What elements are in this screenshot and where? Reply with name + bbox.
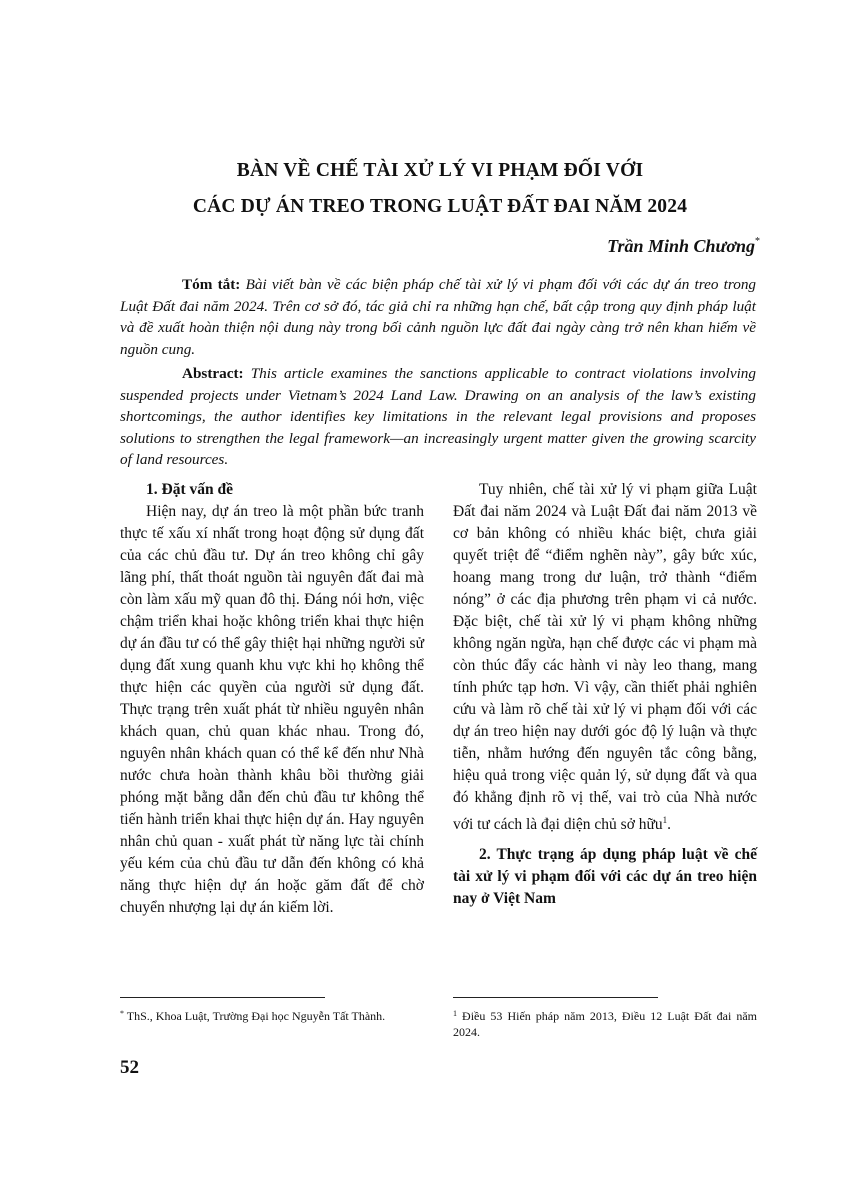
footnote-author-marker: * xyxy=(120,1009,124,1018)
author-name xyxy=(607,236,760,257)
footnote-author xyxy=(120,1006,424,1024)
right-paragraph-text: Tuy nhiên, chế tài xử lý vi phạm giữa Luật Đất đai năm 2024 và Luật Đất đai năm 2013 về cơ bản không có nhiều khác biệt, chưa giải quyết triệt để “điểm nghẽn này”, gây bức xúc, hoang mang trong dư luận, trở thành “điểm nóng” ở các địa phương trên phạm vi cả nước. Đặc biệt, chế tài xử lý vi phạm không những không ngăn ngừa, hạn chế được các vi phạm mà còn thúc đẩy các hành vi này leo thang, mang tính phức tạp hơn. Vì vậy, cần thiết phải nghiên cứu và làm rõ chế tài xử lý vi phạm đối với các dự án treo hiện nay dưới góc độ lý luận và thực tiễn, nhằm hướng đến nguyên tắc công bằng, hiệu quả trong việc quản lý, sử dụng đất và qua đó khẳng định rõ vị thế, vai trò của Nhà nước với tư cách là đại diện chủ sở hữu xyxy=(453,481,757,833)
vietnamese-abstract-label: Tóm tắt: xyxy=(182,276,241,293)
right-column-paragraph xyxy=(453,479,757,836)
paper-title-line-2: CÁC DỰ ÁN TREO TRONG LUẬT ĐẤT ĐAI NĂM 2024 xyxy=(192,196,688,217)
footnote-1 xyxy=(453,1006,757,1040)
right-paragraph-end: . xyxy=(667,816,672,833)
english-abstract-label: Abstract: xyxy=(182,365,244,382)
vietnamese-abstract xyxy=(120,274,756,360)
footnote-1-marker: 1 xyxy=(453,1009,457,1018)
footnote-1-reference: 1 xyxy=(662,815,668,825)
english-abstract-text: This article examines the sanctions applicable to contract violations involving suspended projects under Vietnam’s 2024 Land Law. Drawing on an analysis of the law’s existing shortcomings, the author identifies key limitations in the relevant legal provisions and proposes solutions to strengthen the legal framework—an increasingly urgent matter given the growing scarcity of land resources. xyxy=(120,365,756,468)
footnote-1-text: Điều 53 Hiến pháp năm 2013, Điều 12 Luật Đất đai năm 2024. xyxy=(453,1009,758,1039)
section-1-heading: 1. Đặt vấn đề xyxy=(146,481,233,498)
paper-title-line-1: BÀN VỀ CHẾ TÀI XỬ LÝ VI PHẠM ĐỐI VỚI xyxy=(236,160,644,181)
section-1-paragraph: Hiện nay, dự án treo là một phần bức tranh thực tế xấu xí nhất trong hoạt động sử dụng đất của các chủ đầu tư. Dự án treo không chỉ gây lãng phí, thất thoát nguồn tài nguyên đất đai mà còn làm xấu mỹ quan đô thị. Đáng nói hơn, việc chậm triển khai hoặc không triển khai thực hiện dự án đầu tư có thể gây thiệt hại những người sử dụng đất xung quanh khu vực khi họ không thể thực hiện các quyền của người sử dụng đất. Thực trạng trên xuất phát từ nhiều nguyên nhân khách quan, chủ quan khác nhau. Trong đó, nguyên nhân khách quan có thể kể đến như Nhà nước chưa hoàn thành khâu bồi thường giải phóng mặt bằng dẫn đến chủ đầu tư không thể tiến hành triển khai thực hiện dự án. Hay nguyên nhân chủ quan - xuất phát từ năng lực tài chính yếu kém của chủ đầu tư dẫn đến không có khả năng thực hiện dự án hoặc găm đất để chờ chuyển nhượng lại dự án kiếm lời. xyxy=(120,503,424,916)
right-column xyxy=(453,479,757,910)
footnote-divider-left xyxy=(120,997,325,998)
author-name-text: Trần Minh Chương xyxy=(607,236,755,256)
english-abstract xyxy=(120,363,756,471)
vietnamese-abstract-text: Bài viết bàn về các biện pháp chế tài xử lý vi phạm đối với các dự án treo trong Luật Đất đai năm 2024. Trên cơ sở đó, tác giả chỉ ra những hạn chế, bất cập trong quy định pháp luật và đề xuất hoàn thiện nội dung này trong bối cảnh nguồn lực đất đai ngày càng trở nên khan hiếm về nguồn cung. xyxy=(120,276,757,358)
page-number: 52 xyxy=(120,1057,139,1078)
section-2-heading: 2. Thực trạng áp dụng pháp luật về chế tài xử lý vi phạm đối với các dự án treo hiện nay ở Việt Nam xyxy=(453,846,757,907)
author-footnote-marker: * xyxy=(755,236,760,247)
footnote-divider-right xyxy=(453,997,658,998)
footnote-author-text: ThS., Khoa Luật, Trường Đại học Nguyễn Tất Thành. xyxy=(126,1009,386,1023)
left-column xyxy=(120,479,424,919)
